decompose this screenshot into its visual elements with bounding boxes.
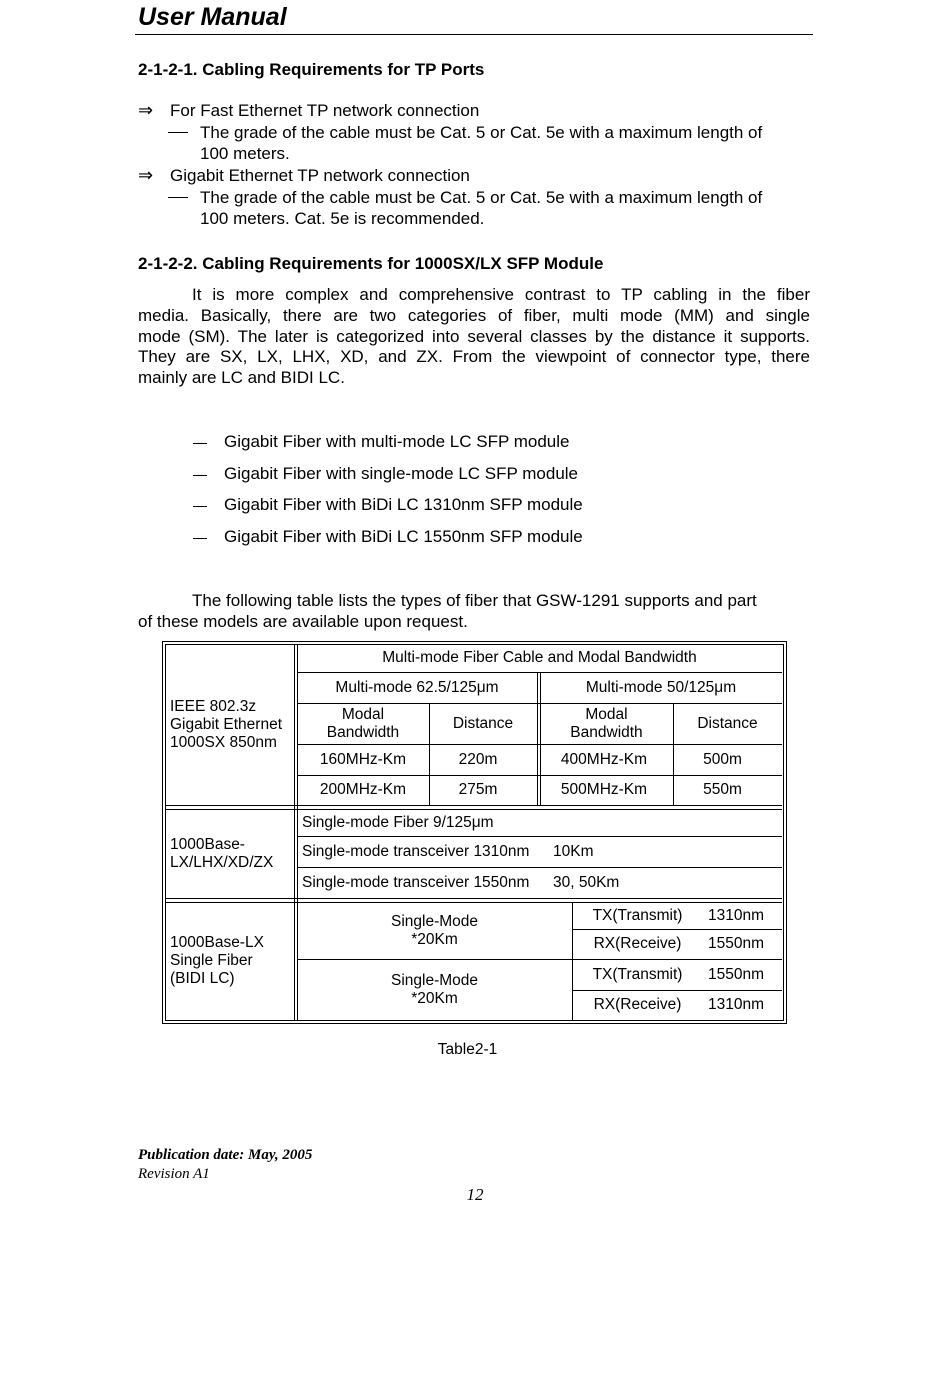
dash-icon xyxy=(193,443,207,444)
table-cell: 275m xyxy=(458,781,498,798)
dash-icon xyxy=(193,475,207,476)
table-cell-single-mode xyxy=(297,959,572,1020)
table-cell: Single-mode Fiber 9/125μm xyxy=(302,813,494,831)
manual-title: User Manual xyxy=(138,3,287,31)
dash-icon xyxy=(193,538,207,539)
table-cell: 1550nm xyxy=(707,965,764,983)
table-cell-single-mode xyxy=(297,902,572,959)
list-item-detail: 100 meters. xyxy=(200,144,290,163)
list-item-title: For Fast Ethernet TP network connection xyxy=(170,101,480,120)
table-intro: of these models are available upon request. xyxy=(138,612,468,631)
table-cell: 1310nm xyxy=(707,996,764,1013)
column-header-50: Multi-mode 50/125μm xyxy=(585,678,737,696)
column-header-modal-bandwidth xyxy=(540,703,673,744)
cell-line: *20Km xyxy=(411,989,458,1007)
table-cell: 550m xyxy=(703,781,742,798)
header-line: Modal xyxy=(341,705,385,723)
table-cell: 1310nm xyxy=(707,906,764,924)
section-heading-tp-ports: 2-1-2-1. Cabling Requirements for TP Ports xyxy=(138,60,485,79)
table-cell: 1550nm xyxy=(707,935,764,952)
table-row-label-sx xyxy=(165,644,294,805)
table-cell: 500MHz-Km xyxy=(560,781,648,798)
dash-icon xyxy=(168,197,188,198)
page-number: 12 xyxy=(466,1185,484,1204)
list-item: Gigabit Fiber with multi-mode LC SFP module xyxy=(224,432,570,451)
table-cell: 160MHz-Km xyxy=(319,750,407,768)
paragraph-line: media. Basically, there are two categories of fiber, multi mode (MM) and single xyxy=(138,305,810,325)
table-caption: Table2-1 xyxy=(437,1041,498,1058)
table-cell: 30, 50Km xyxy=(553,873,620,891)
table-cell: TX(Transmit) xyxy=(592,965,683,983)
row-label-line: LX/LHX/XD/ZX xyxy=(170,853,274,871)
table-cell: RX(Receive) xyxy=(593,996,682,1013)
row-label-line: 1000Base-LX xyxy=(170,934,264,951)
header-divider xyxy=(135,34,813,35)
table-cell: 220m xyxy=(458,750,498,768)
revision-label: Revision A1 xyxy=(138,1166,210,1182)
list-item: Gigabit Fiber with BiDi LC 1310nm SFP module xyxy=(224,495,583,514)
dash-icon xyxy=(168,132,188,133)
list-item-detail: 100 meters. Cat. 5e is recommended. xyxy=(200,209,485,228)
header-line: Bandwidth xyxy=(326,723,400,741)
column-header-distance: Distance xyxy=(452,714,514,732)
paragraph-line: It is more complex and comprehensive contrast to TP cabling in the fiber xyxy=(192,285,810,304)
dash-icon xyxy=(193,506,207,507)
row-label-line: 1000SX 850nm xyxy=(170,733,277,751)
table-cell: Single-mode transceiver 1310nm xyxy=(302,842,530,860)
body-paragraph xyxy=(138,285,810,389)
arrow-icon: ⇒ xyxy=(138,165,154,185)
row-label-line: (BIDI LC) xyxy=(170,970,235,987)
paragraph-line: mode (SM). The later is categorized into several classes by the distance it supports. xyxy=(138,326,810,346)
header-line: Modal xyxy=(585,705,628,723)
list-item-detail: The grade of the cable must be Cat. 5 or Cat. 5e with a maximum length of xyxy=(200,188,763,207)
list-item: Gigabit Fiber with BiDi LC 1550nm SFP module xyxy=(224,527,583,546)
header-line: Bandwidth xyxy=(570,723,643,741)
table-header-multimode: Multi-mode Fiber Cable and Modal Bandwidth xyxy=(382,649,697,666)
paragraph-line: mainly are LC and BIDI LC. xyxy=(138,368,345,388)
row-label-line: 1000Base- xyxy=(170,835,245,853)
list-item-detail: The grade of the cable must be Cat. 5 or Cat. 5e with a maximum length of xyxy=(200,123,763,142)
cell-line: *20Km xyxy=(411,930,458,948)
column-header-62-5: Multi-mode 62.5/125μm xyxy=(335,678,499,696)
cell-line: Single-Mode xyxy=(390,971,479,989)
publication-date: Publication date: May, 2005 xyxy=(138,1147,313,1163)
row-label-line: IEEE 802.3z xyxy=(170,697,257,715)
arrow-icon: ⇒ xyxy=(138,100,154,120)
table-cell: RX(Receive) xyxy=(593,935,682,952)
table-cell: 200MHz-Km xyxy=(319,781,407,798)
row-label-line: Gigabit Ethernet xyxy=(170,715,283,733)
paragraph-line: They are SX, LX, LHX, XD, and ZX. From the viewpoint of connector type, there xyxy=(138,347,810,367)
table-cell: Single-mode transceiver 1550nm xyxy=(302,873,530,891)
table-cell: 10Km xyxy=(553,842,594,860)
list-item: Gigabit Fiber with single-mode LC SFP module xyxy=(224,464,579,483)
cell-line: Single-Mode xyxy=(390,912,479,930)
section-heading-sfp-module: 2-1-2-2. Cabling Requirements for 1000SX/LX SFP Module xyxy=(138,254,604,273)
list-item-title: Gigabit Ethernet TP network connection xyxy=(170,166,470,185)
table-cell: 400MHz-Km xyxy=(560,750,648,768)
table-cell: 500m xyxy=(703,750,742,768)
column-header-modal-bandwidth xyxy=(297,703,429,744)
row-label-line: Single Fiber xyxy=(170,952,253,969)
table-row-label-bidi xyxy=(165,902,294,1020)
table-row-label-lx xyxy=(165,809,294,898)
table-cell: TX(Transmit) xyxy=(592,906,683,924)
column-header-distance: Distance xyxy=(697,714,758,732)
table-intro: The following table lists the types of fiber that GSW-1291 supports and part xyxy=(192,591,757,610)
